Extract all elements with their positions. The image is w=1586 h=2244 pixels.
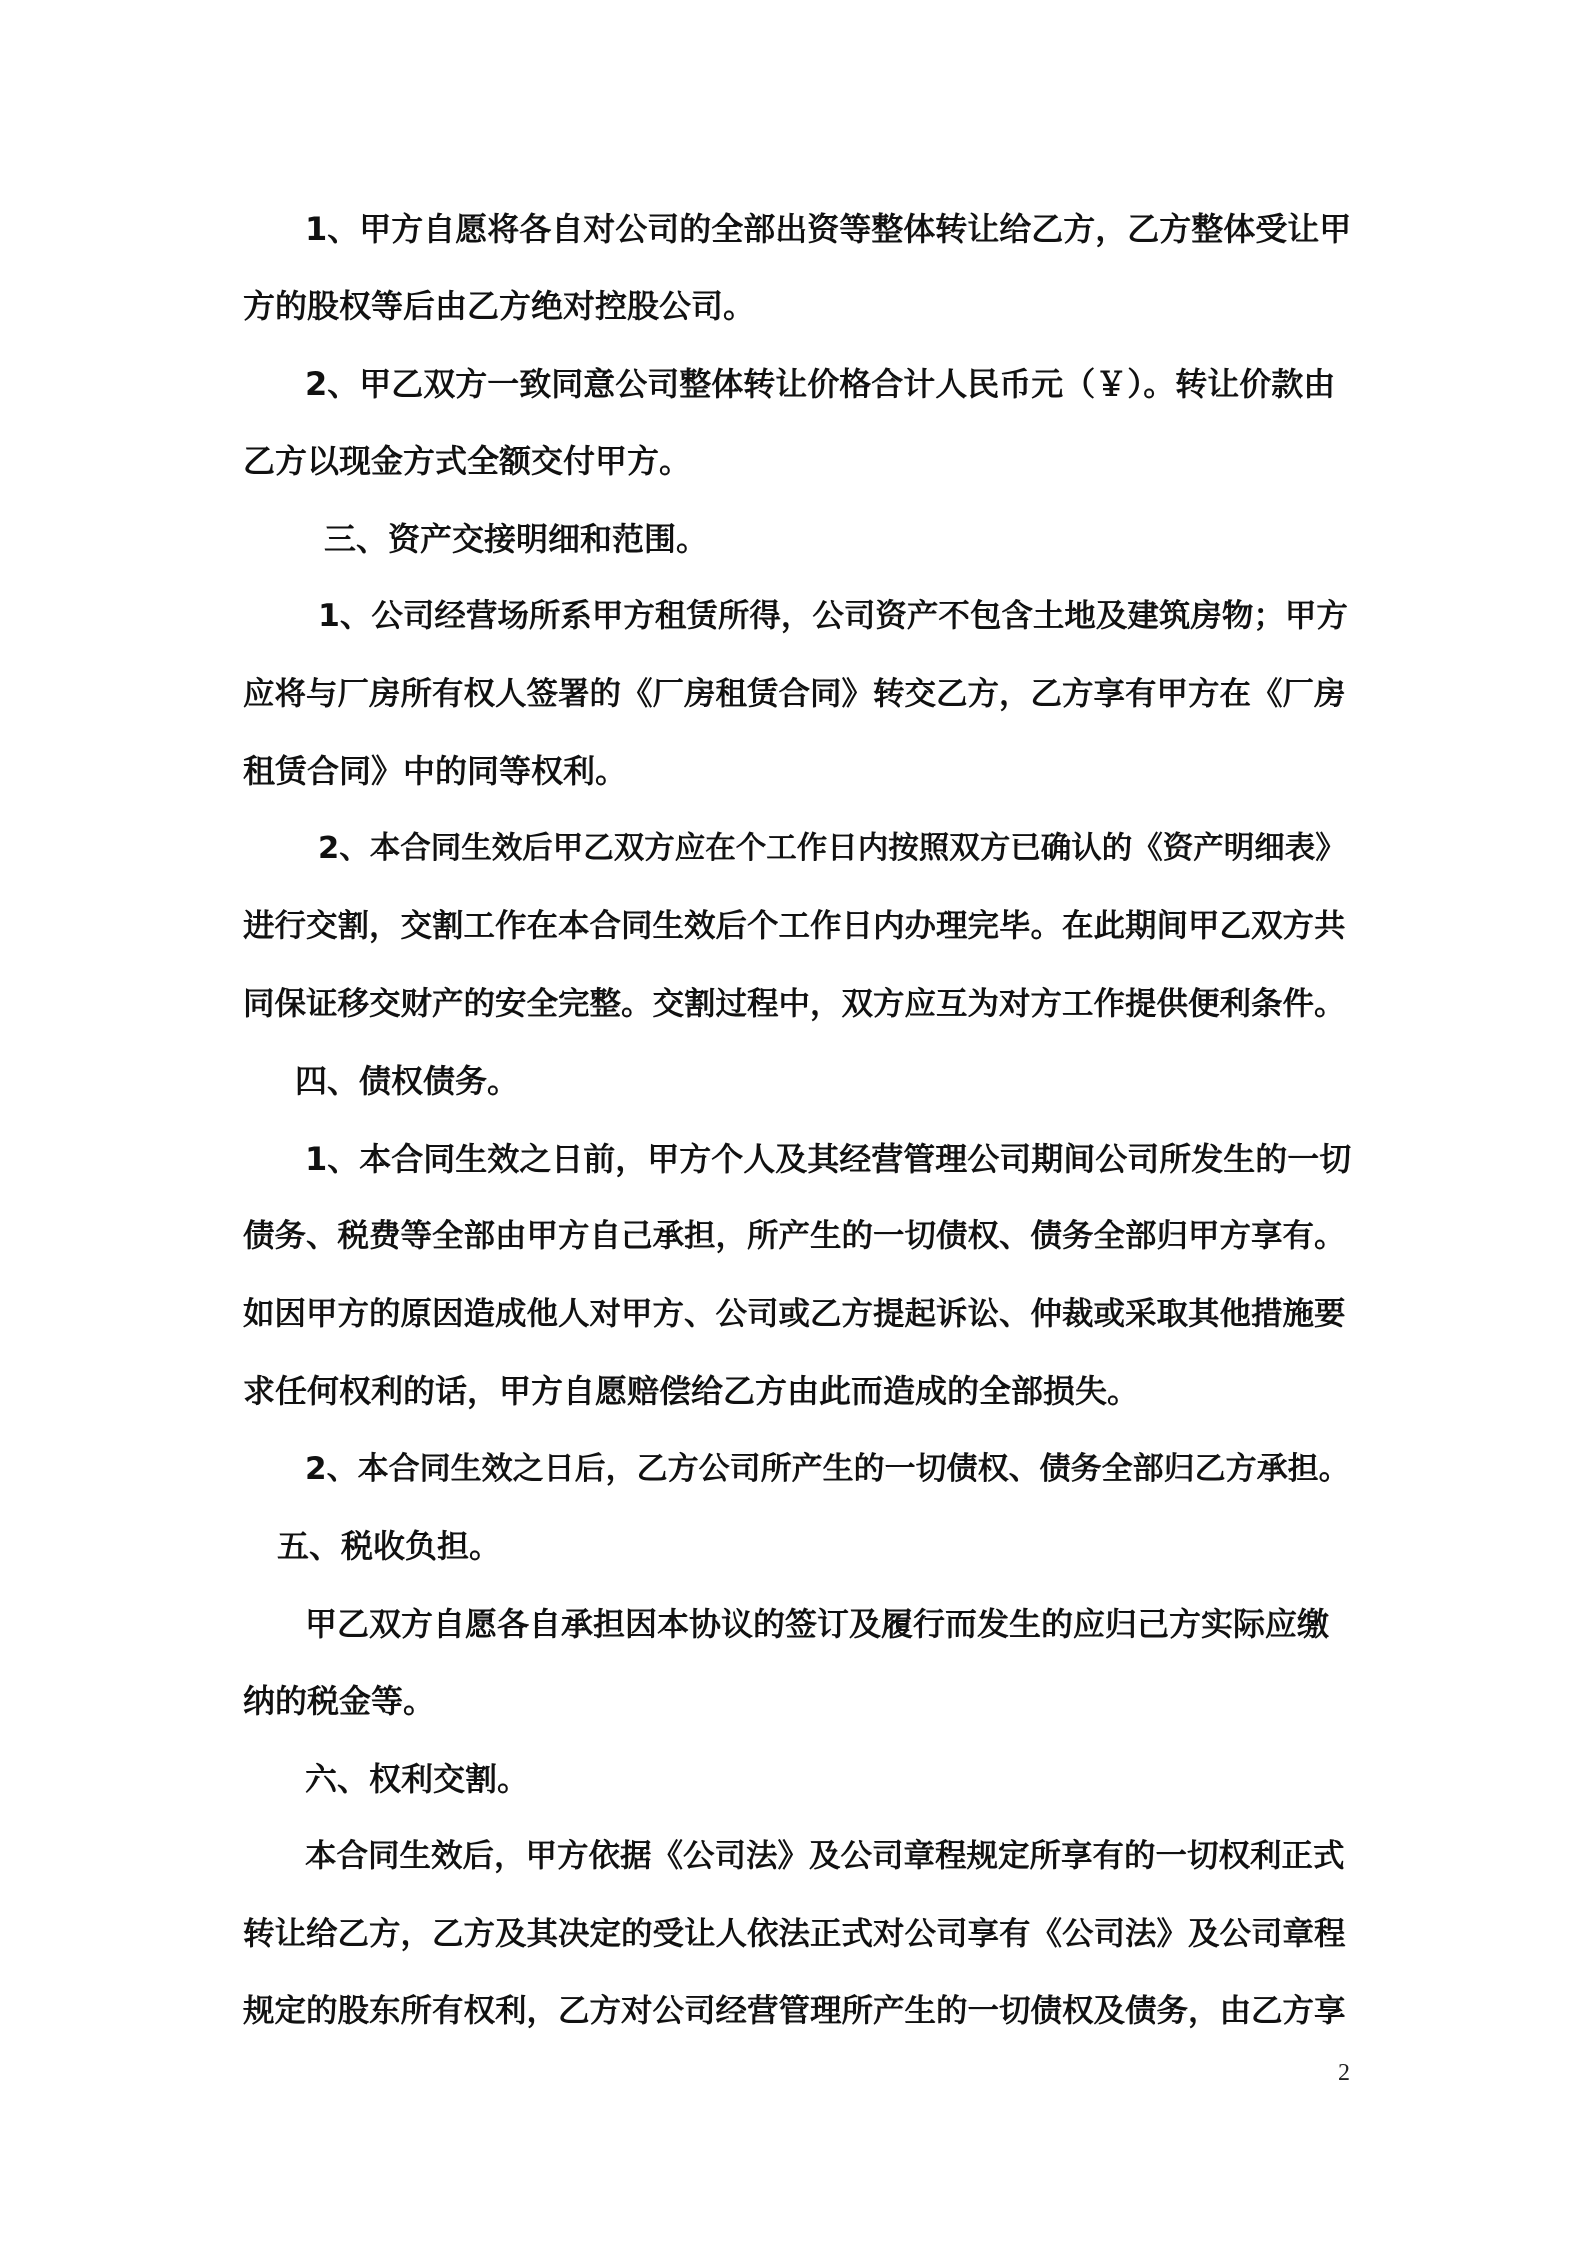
text-line: 1、本合同生效之日前，甲方个人及其经营管理公司期间公司所发生的一切 [305,1140,1352,1178]
text-line: 债务、税费等全部由甲方自己承担，所产生的一切债权、债务全部归甲方享有。 [243,1218,1346,1254]
text-line: 租赁合同》中的同等权利。 [243,752,628,790]
section-heading: 四、债权债务。 [295,1062,520,1100]
text-line: 2、本合同生效后甲乙双方应在个工作日内按照双方已确认的《资产明细表》 [318,831,1346,866]
text-line: 乙方以现金方式全额交付甲方。 [243,442,692,480]
text-line: 甲乙双方自愿各自承担因本协议的签订及履行而发生的应归己方实际应缴 [305,1605,1330,1643]
text-line: 1、甲方自愿将各自对公司的全部出资等整体转让给乙方，乙方整体受让甲 [305,210,1352,248]
text-line: 方的股权等后由乙方绝对控股公司。 [243,287,756,325]
page-number: 2 [1338,2060,1350,2086]
text-line: 应将与厂房所有权人签署的《厂房租赁合同》转交乙方，乙方享有甲方在《厂房 [243,676,1346,712]
text-line: 1、公司经营场所系甲方租赁所得，公司资产不包含土地及建筑房物；甲方 [318,598,1348,634]
text-line: 转让给乙方，乙方及其决定的受让人依法正式对公司享有《公司法》及公司章程 [243,1916,1346,1952]
text-line: 规定的股东所有权利，乙方对公司经营管理所产生的一切债权及债务，由乙方享 [243,1993,1346,2029]
text-line: 求任何权利的话，甲方自愿赔偿给乙方由此而造成的全部损失。 [243,1372,1140,1410]
text-line: 本合同生效后，甲方依据《公司法》及公司章程规定所享有的一切权利正式 [305,1838,1345,1874]
text-line: 如因甲方的原因造成他人对甲方、公司或乙方提起诉讼、仲裁或采取其他措施要 [243,1296,1346,1332]
text-line: 同保证移交财产的安全完整。交割过程中，双方应互为对方工作提供便利条件。 [243,986,1346,1022]
section-heading: 六、权利交割。 [305,1760,530,1798]
text-line: 进行交割，交割工作在本合同生效后个工作日内办理完毕。在此期间甲乙双方共 [243,908,1346,944]
text-line: 2、甲乙双方一致同意公司整体转让价格合计人民币元（￥）。转让价款由 [305,365,1336,403]
section-heading: 五、税收负担。 [277,1527,502,1565]
text-line: 2、本合同生效之日后，乙方公司所产生的一切债权、债务全部归乙方承担。 [305,1451,1350,1487]
text-line: 纳的税金等。 [243,1682,436,1720]
section-heading: 三、资产交接明细和范围。 [324,520,709,558]
